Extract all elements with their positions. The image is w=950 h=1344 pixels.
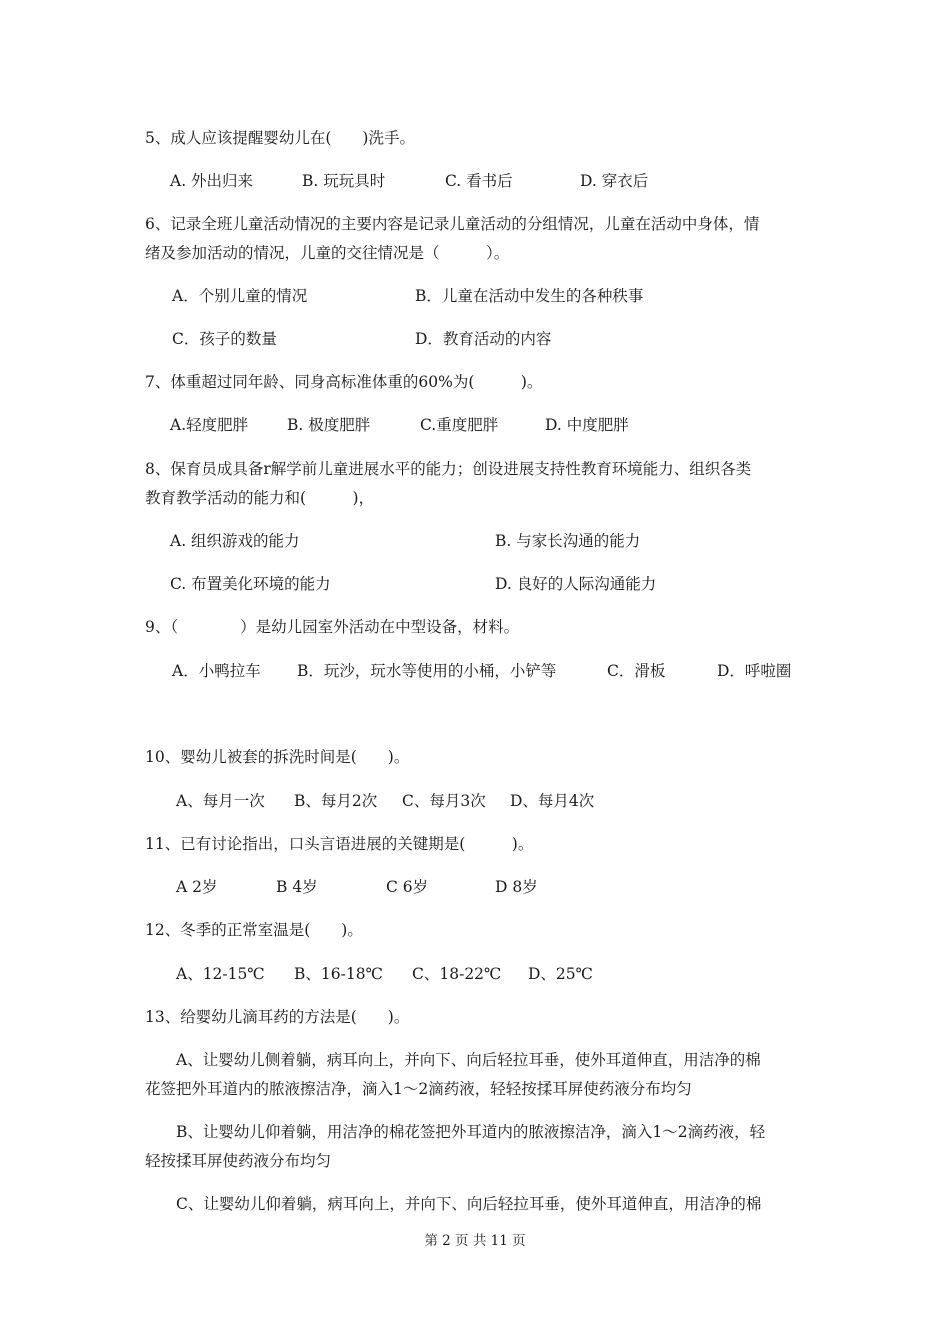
q9-option-c: C．滑板 — [607, 662, 666, 680]
q7-option-d: D. 中度肥胖 — [545, 416, 629, 434]
q6-option-b: B．儿童在活动中发生的各种秩事 — [415, 287, 644, 305]
question-13-stem: 13、给婴幼儿滴耳药的方法是( )。 — [145, 1008, 410, 1026]
q10-option-d: D、每月4次 — [510, 792, 595, 810]
question-6-stem-line-1: 6、记录全班儿童活动情况的主要内容是记录儿童活动的分组情况，儿童在活动中身体，情 — [145, 215, 760, 233]
q11-option-d: D 8岁 — [495, 878, 538, 896]
q13-option-a-line-2: 花签把外耳道内的脓液擦洁净，滴入1～2滴药液，轻轻按揉耳屏使药液分布均匀 — [145, 1080, 692, 1098]
question-6-stem-line-2: 绪及参加活动的情况，儿童的交往情况是（ ）。 — [145, 244, 510, 262]
q12-option-a: A、12-15℃ — [176, 965, 265, 983]
question-5-stem: 5、成人应该提醒婴幼儿在( )洗手。 — [145, 129, 415, 147]
q7-option-b: B. 极度肥胖 — [287, 416, 371, 434]
q11-option-b: B 4岁 — [276, 878, 318, 896]
q13-option-b-line-2: 轻按揉耳屏使药液分布均匀 — [145, 1152, 332, 1170]
q8-option-b: B. 与家长沟通的能力 — [495, 532, 641, 550]
q5-option-c: C. 看书后 — [445, 172, 513, 190]
q11-option-c: C 6岁 — [386, 878, 429, 896]
q9-option-a: A．小鸭拉车 — [172, 662, 261, 680]
q12-option-c: C、18-22℃ — [412, 965, 502, 983]
q9-option-d: D．呼啦圈 — [717, 662, 792, 680]
q5-option-b: B. 玩玩具时 — [302, 172, 386, 190]
q6-option-d: D．教育活动的内容 — [415, 330, 552, 348]
q7-option-a: A.轻度肥胖 — [170, 416, 249, 434]
q9-option-b: B．玩沙，玩水等使用的小桶，小铲等 — [297, 662, 557, 680]
q13-option-b-line-1: B、让婴幼儿仰着躺，用洁净的棉花签把外耳道内的脓液擦洁净，滴入1～2滴药液，轻 — [176, 1123, 766, 1141]
question-8-stem-line-2: 教育教学活动的能力和( )， — [145, 489, 375, 507]
question-9-stem: 9、（ ）是幼儿园室外活动在中型设备，材料。 — [145, 618, 520, 636]
question-12-stem: 12、冬季的正常室温是( )。 — [145, 921, 363, 939]
q6-option-a: A．个别儿童的情况 — [172, 287, 308, 305]
q12-option-d: D、25℃ — [528, 965, 593, 983]
q12-option-b: B、16-18℃ — [294, 965, 383, 983]
page-number-footer: 第 2 页 共 11 页 — [424, 1233, 526, 1249]
question-11-stem: 11、已有讨论指出，口头言语进展的关键期是( )。 — [145, 835, 534, 853]
q10-option-c: C、每月3次 — [402, 792, 486, 810]
q13-option-a-line-1: A、让婴幼儿侧着躺，病耳向上，并向下、向后轻拉耳垂，使外耳道伸直，用洁净的棉 — [176, 1051, 761, 1069]
q13-option-c-line-1: C、让婴幼儿仰着躺，病耳向上，并向下、向后轻拉耳垂，使外耳道伸直，用洁净的棉 — [176, 1195, 762, 1213]
question-8-stem-line-1: 8、保育员成具备r解学前儿童进展水平的能力；创设进展支持性教育环境能力、组织各类 — [145, 460, 752, 478]
q8-option-c: C. 布置美化环境的能力 — [170, 575, 331, 593]
question-10-stem: 10、婴幼儿被套的拆洗时间是( )。 — [145, 748, 410, 766]
q8-option-d: D. 良好的人际沟通能力 — [495, 575, 657, 593]
q5-option-a: A. 外出归来 — [170, 172, 254, 190]
q5-option-d: D. 穿衣后 — [580, 172, 649, 190]
q10-option-b: B、每月2次 — [294, 792, 378, 810]
q10-option-a: A、每月一次 — [176, 792, 265, 810]
question-7-stem: 7、体重超过同年龄、同身高标准体重的60%为( )。 — [145, 373, 543, 391]
q7-option-c: C.重度肥胖 — [420, 416, 499, 434]
q11-option-a: A 2岁 — [176, 878, 218, 896]
q6-option-c: C．孩子的数量 — [172, 330, 277, 348]
q8-option-a: A. 组织游戏的能力 — [170, 532, 300, 550]
